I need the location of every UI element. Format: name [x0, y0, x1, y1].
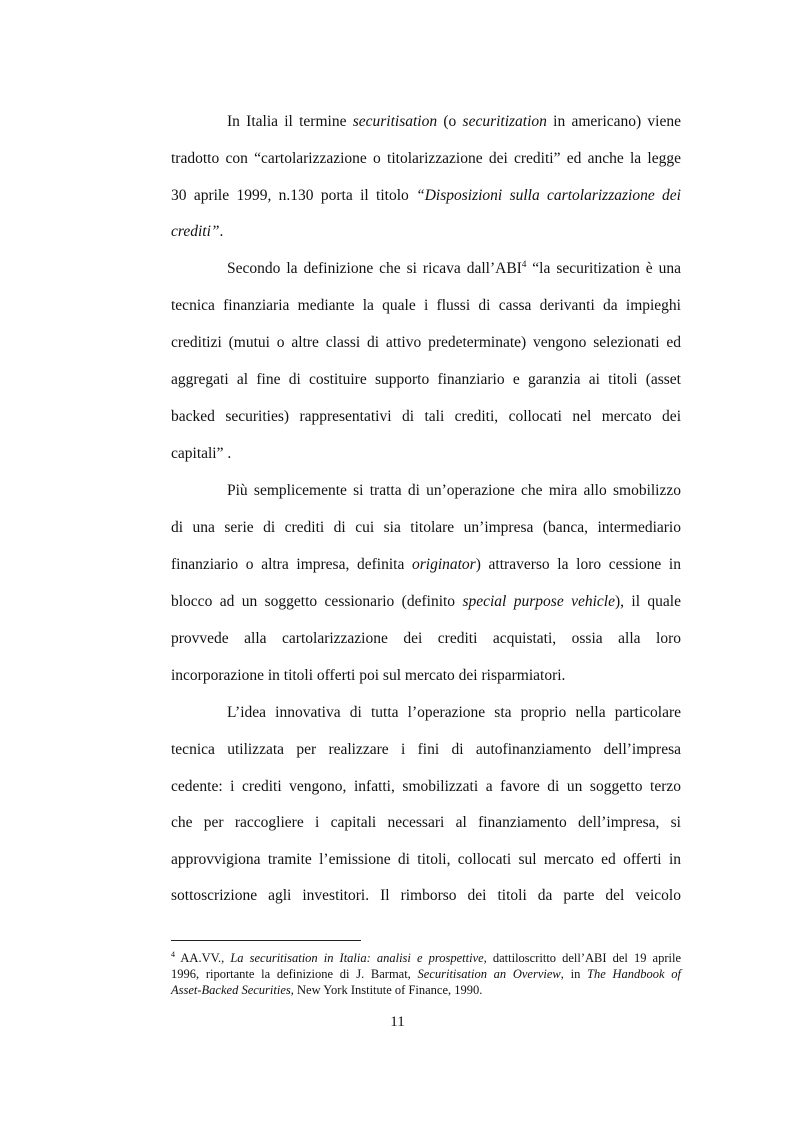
italic-text: Asset-Backed Securities	[171, 983, 291, 997]
text-run: .	[219, 223, 224, 240]
page-number: 11	[390, 1014, 405, 1030]
italic-text: Securitisation an Overview	[417, 967, 561, 981]
body-line	[171, 149, 681, 169]
body-line	[171, 370, 681, 390]
text-run: Più semplicemente si tratta di un’operazione che mira allo smobilizzo	[227, 482, 681, 499]
body-line	[171, 407, 681, 427]
body-line	[227, 259, 681, 279]
body-line	[171, 777, 681, 797]
text-run: ), il quale	[614, 593, 681, 610]
text-run: (o	[437, 113, 463, 130]
text-run: aggregati al fine di costituire supporto finanziario e garanzia ai titoli (asset	[171, 371, 681, 388]
body-line	[171, 850, 681, 870]
footnote-line	[171, 950, 681, 966]
body-line	[171, 444, 681, 464]
text-run: L’idea innovativa di tutta l’operazione sta proprio nella particolare	[227, 704, 681, 721]
italic-text: securitization	[462, 113, 547, 130]
text-run: incorporazione in titoli offerti poi sul mercato dei risparmiatori.	[171, 667, 566, 684]
text-run: 30 aprile 1999, n.130 porta il titolo	[171, 187, 417, 204]
body-line	[171, 813, 681, 833]
text-run: , in	[560, 967, 588, 981]
text-run: ) attraverso la loro cessione in	[475, 556, 681, 573]
body-line	[171, 296, 681, 316]
body-line	[171, 518, 681, 538]
footnote-rule	[171, 940, 361, 941]
footnote-line	[171, 982, 681, 998]
italic-text: The Handbook of	[587, 967, 681, 981]
body-line	[171, 186, 681, 206]
body-line	[227, 481, 681, 501]
body-line	[171, 555, 681, 575]
text-run: in americano) viene	[546, 113, 681, 130]
text-run: tecnica utilizzata per realizzare i fini di autofinanziamento dell’impresa	[171, 741, 681, 758]
text-run: di una serie di crediti di cui sia titolare un’impresa (banca, intermediario	[171, 519, 681, 536]
body-line	[227, 703, 681, 723]
text-run: che per raccogliere i capitali necessari al finanziamento dell’impresa, si	[171, 814, 681, 831]
footnote-line	[171, 966, 681, 982]
text-run: sottoscrizione agli investitori. Il rimborso dei titoli da parte del veicolo	[171, 887, 681, 904]
body-line	[171, 666, 681, 686]
text-run: provvede alla cartolarizzazione dei crediti acquistati, ossia alla loro	[171, 630, 681, 647]
text-run: approvvigiona tramite l’emissione di titoli, collocati sul mercato ed offerti in	[171, 851, 681, 868]
italic-text: securitisation	[352, 113, 438, 130]
text-run: In Italia il termine	[227, 113, 353, 130]
text-run: blocco ad un soggetto cessionario (definito	[171, 593, 463, 610]
text-run: capitali” .	[171, 445, 232, 462]
text-run: finanziario o altra impresa, definita	[171, 556, 412, 573]
italic-text: “Disposizioni sulla cartolarizzazione dei	[416, 187, 681, 204]
italic-text: originator	[411, 556, 476, 573]
text-run: Secondo la definizione che si ricava dall’ABI	[227, 260, 522, 277]
body-line	[171, 222, 681, 242]
text-run: AA.VV.,	[175, 951, 231, 965]
text-run: tecnica finanziaria mediante la quale i flussi di cassa derivanti da impieghi	[171, 297, 681, 314]
text-run: “la securitization è una	[526, 260, 681, 277]
body-line	[171, 592, 681, 612]
italic-text: special purpose vehicle	[462, 593, 615, 610]
italic-text: crediti”	[171, 223, 220, 240]
text-run: tradotto con “cartolarizzazione o titolarizzazione dei crediti” ed anche la legge	[171, 150, 681, 167]
footnote-marker: 4	[521, 259, 527, 269]
text-run: , dattiloscritto dell’ABI del 19 aprile	[483, 951, 682, 965]
body-line	[171, 740, 681, 760]
footnote-marker: 4	[171, 950, 175, 959]
text-run: backed securities) rappresentativi di tali crediti, collocati nel mercato dei	[171, 408, 681, 425]
body-line	[171, 333, 681, 353]
italic-text: La securitisation in Italia: analisi e prospettive	[230, 951, 484, 965]
text-run: cedente: i crediti vengono, infatti, smobilizzati a favore di un soggetto terzo	[171, 778, 681, 795]
text-run: 1996, riportante la definizione di J. Barmat,	[171, 967, 418, 981]
body-line	[171, 886, 681, 906]
text-run: , New York Institute of Finance, 1990.	[290, 983, 483, 997]
body-line	[227, 112, 681, 132]
body-line	[171, 629, 681, 649]
text-run: creditizi (mutui o altre classi di attivo predeterminate) vengono selezionati ed	[171, 334, 681, 351]
